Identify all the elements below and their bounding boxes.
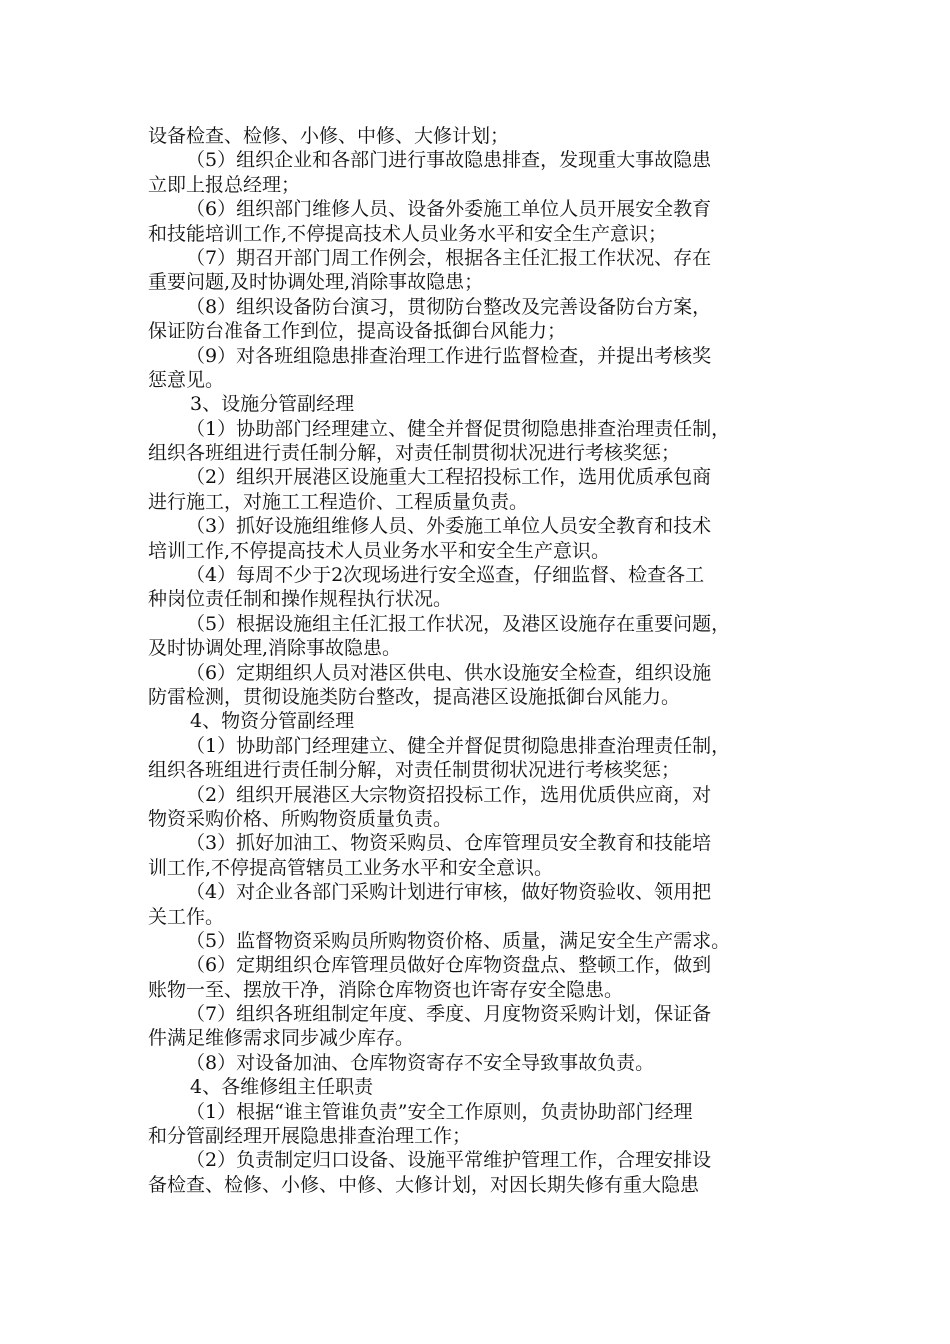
text-line: （7）组织各班组制定年度、季度、月度物资采购计划，保证备 [186, 1003, 712, 1026]
text-line: （6）定期组织仓库管理员做好仓库物资盘点、整顿工作，做到 [186, 954, 712, 977]
text-line: 设备检查、检修、小修、中修、大修计划； [148, 125, 510, 147]
text-line: （2）组织开展港区大宗物资招投标工作，选用优质供应商，对 [186, 783, 712, 806]
text-line: 训工作,不停提高管辖员工业务水平和安全意识。 [148, 856, 554, 879]
text-line: 和分管副经理开展隐患排查治理工作； [148, 1125, 472, 1148]
text-line: 件满足维修需求同步减少库存。 [148, 1027, 415, 1050]
text-line: 进行施工，对施工工程造价、工程质量负责。 [148, 490, 529, 513]
text-line: （5）组织企业和各部门进行事故隐患排查，发现重大事故隐患 [186, 149, 712, 172]
text-line: 账物一至、摆放干净，消除仓库物资也许寄存安全隐患。 [148, 978, 624, 1001]
text-line: 3、设施分管副经理 [190, 393, 355, 416]
text-line: 备检查、检修、小修、中修、大修计划，对因长期失修有重大隐患 [148, 1173, 700, 1196]
text-line: （4）对企业各部门采购计划进行审核，做好物资验收、领用把 [186, 881, 712, 904]
text-line: 防雷检测，贯彻设施类防台整改，提高港区设施抵御台风能力。 [148, 685, 681, 708]
text-line: 保证防台准备工作到位，提高设备抵御台风能力； [148, 320, 567, 343]
text-line: （6）定期组织人员对港区供电、供水设施安全检查，组织设施 [186, 661, 712, 684]
text-line: （9）对各班组隐患排查治理工作进行监督检查，并提出考核奖 [186, 344, 712, 367]
text-line: 组织各班组进行责任制分解，对责任制贯彻状况进行考核奖惩； [148, 442, 681, 465]
text-line: （3）抓好加油工、物资采购员、仓库管理员安全教育和技能培 [186, 832, 712, 855]
text-line: 组织各班组进行责任制分解，对责任制贯彻状况进行考核奖惩； [148, 759, 681, 782]
text-line: 和技能培训工作,不停提高技术人员业务水平和安全生产意识； [148, 222, 668, 245]
text-line: 物资采购价格、所购物资质量负责。 [148, 807, 453, 830]
text-line: （2）组织开展港区设施重大工程招投标工作，选用优质承包商 [186, 466, 712, 489]
document-page [148, 124, 808, 1197]
text-line: （8）组织设备防台演习，贯彻防台整改及完善设备防台方案， [186, 295, 712, 318]
text-line: 及时协调处理,消除事故隐患。 [148, 637, 402, 660]
text-line: 关工作。 [148, 905, 225, 928]
text-line: 立即上报总经理； [148, 173, 301, 196]
text-line: （5）根据设施组主任汇报工作状况，及港区设施存在重要问题， [186, 612, 731, 635]
text-line: 惩意见。 [148, 368, 225, 391]
text-line: （1）协助部门经理建立、健全并督促贯彻隐患排查治理责任制， [186, 417, 731, 440]
text-line: （2）负责制定归口设备、设施平常维护管理工作，合理安排设 [186, 1149, 712, 1172]
text-line: 种岗位责任制和操作规程执行状况。 [148, 588, 453, 611]
text-line: 培训工作,不停提高技术人员业务水平和安全生产意识。 [148, 539, 611, 562]
text-line: （7）期召开部门周工作例会，根据各主任汇报工作状况、存在 [186, 246, 712, 269]
text-line: （1）根据“谁主管谁负责”安全工作原则，负责协助部门经理 [186, 1100, 693, 1123]
text-line: 4、物资分管副经理 [190, 710, 355, 733]
text-line: （4）每周不少于2次现场进行安全巡查，仔细监督、检查各工 [186, 564, 705, 587]
text-line: （6）组织部门维修人员、设备外委施工单位人员开展安全教育 [186, 198, 712, 221]
text-line: （5）监督物资采购员所购物资价格、质量，满足安全生产需求。 [186, 929, 731, 952]
text-line: 重要问题,及时协调处理,消除事故隐患； [148, 271, 484, 294]
text-line: 4、各维修组主任职责 [190, 1076, 374, 1099]
text-line: （3）抓好设施组维修人员、外委施工单位人员安全教育和技术 [186, 515, 712, 538]
text-line: （1）协助部门经理建立、健全并督促贯彻隐患排查治理责任制， [186, 734, 731, 757]
text-line: （8）对设备加油、仓库物资寄存不安全导致事故负责。 [186, 1051, 655, 1074]
